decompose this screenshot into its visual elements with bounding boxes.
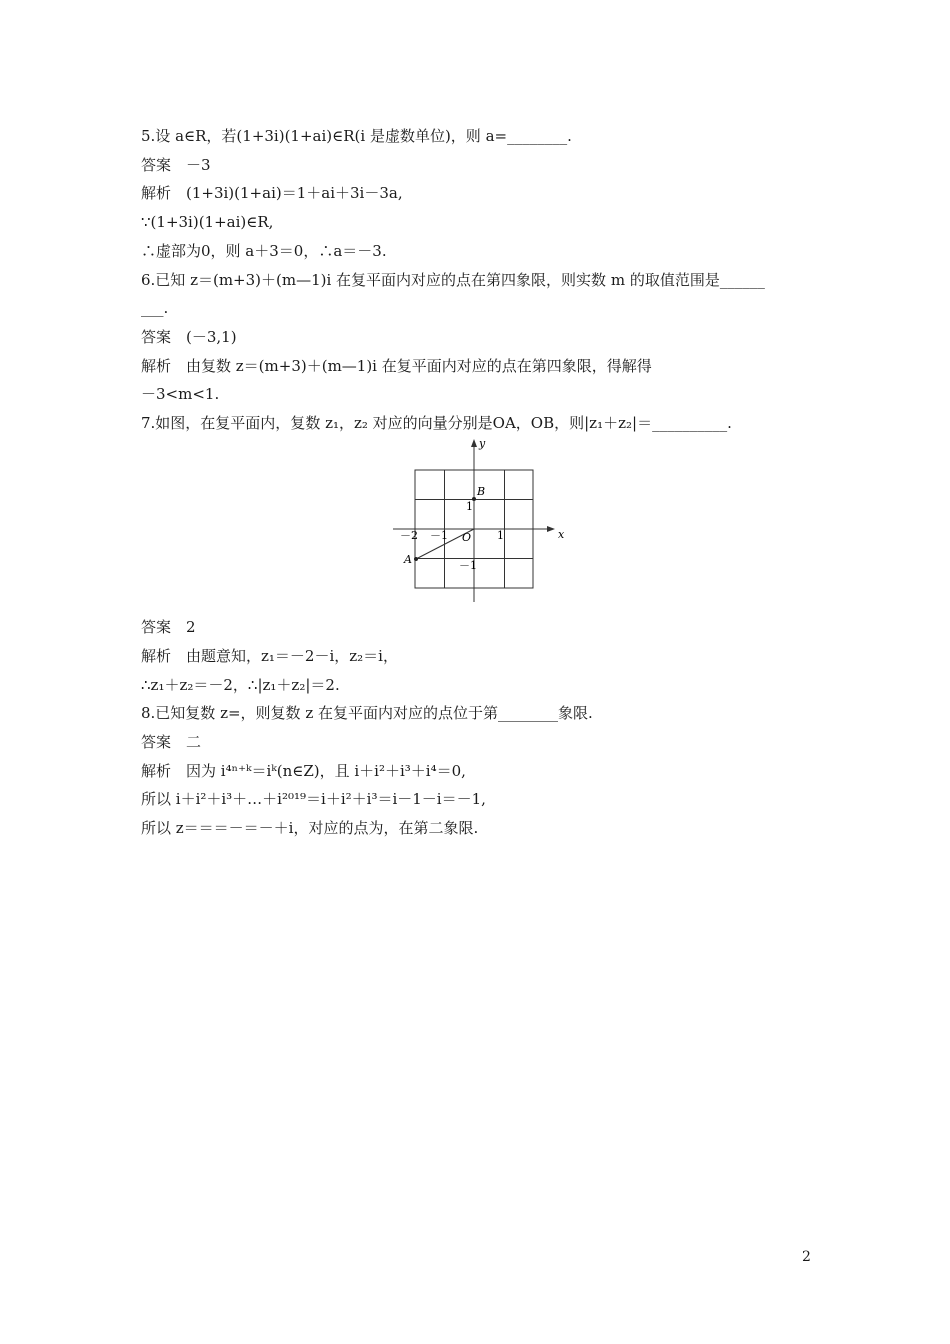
y-tick-1: 1	[466, 500, 473, 513]
q6-analysis-2: －3<m<1.	[141, 385, 220, 403]
q5-analysis-2: ∵(1+3i)(1+ai)∈R,	[141, 213, 274, 231]
x-axis-arrow	[547, 526, 555, 532]
q6-question-cont: ___.	[141, 299, 169, 317]
q8-analysis-2: 所以 i＋i²＋i³＋…＋i²⁰¹⁹＝i＋i²＋i³＝i－1－i＝－1,	[141, 790, 486, 808]
point-a-label: A	[404, 553, 412, 566]
q5-analysis-1: 解析 (1+3i)(1+ai)＝1＋ai＋3i－3a,	[141, 184, 403, 202]
complex-plane-figure	[385, 437, 565, 605]
q8-answer: 答案 二	[141, 733, 202, 751]
q7-analysis-1: 解析 由题意知，z₁＝－2－i，z₂＝i，	[141, 647, 398, 665]
x-axis-label: x	[558, 528, 565, 541]
q5-answer: 答案 －3	[141, 156, 211, 174]
q6-question: 6.已知 z＝(m+3)＋(m—1)i 在复平面内对应的点在第四象限，则实数 m 的取值范围是______	[141, 271, 765, 289]
y-axis-arrow	[471, 439, 477, 447]
x-tick-neg1: －1	[430, 529, 448, 542]
x-tick-neg2: －2	[400, 529, 418, 542]
y-axis-label: y	[479, 437, 486, 450]
q7-analysis-2: ∴z₁＋z₂＝－2，∴|z₁＋z₂|＝2.	[141, 676, 340, 694]
q7-question: 7.如图，在复平面内，复数 z₁，z₂ 对应的向量分别是OA，OB，则|z₁＋z₂|＝__________.	[141, 414, 732, 432]
page-number: 2	[802, 1249, 811, 1265]
complex-plane-svg	[385, 437, 565, 605]
point-a	[414, 557, 418, 561]
x-tick-1: 1	[497, 529, 504, 542]
q6-analysis-1: 解析 由复数 z＝(m+3)＋(m—1)i 在复平面内对应的点在第四象限，得解得	[141, 357, 652, 375]
q5-analysis-3: ∴虚部为0，则 a＋3＝0，∴a＝－3.	[141, 242, 387, 260]
origin-label: O	[462, 531, 472, 544]
q8-analysis-3: 所以 z＝＝＝－＝－＋i，对应的点为，在第二象限.	[141, 819, 479, 837]
point-b-label: B	[477, 485, 486, 498]
q5-question: 5.设 a∈R，若(1+3i)(1+ai)∈R(i 是虚数单位)，则 a=________.	[141, 127, 572, 145]
q7-answer: 答案 2	[141, 618, 196, 636]
q8-question: 8.已知复数 z=，则复数 z 在复平面内对应的点位于第________象限.	[141, 704, 593, 722]
q6-answer: 答案 (－3,1)	[141, 328, 237, 346]
axes	[393, 443, 551, 602]
y-tick-neg1: －1	[459, 559, 477, 572]
q8-analysis-1: 解析 因为 i⁴ⁿ⁺ᵏ＝iᵏ(n∈Z)，且 i＋i²＋i³＋i⁴＝0,	[141, 762, 466, 780]
